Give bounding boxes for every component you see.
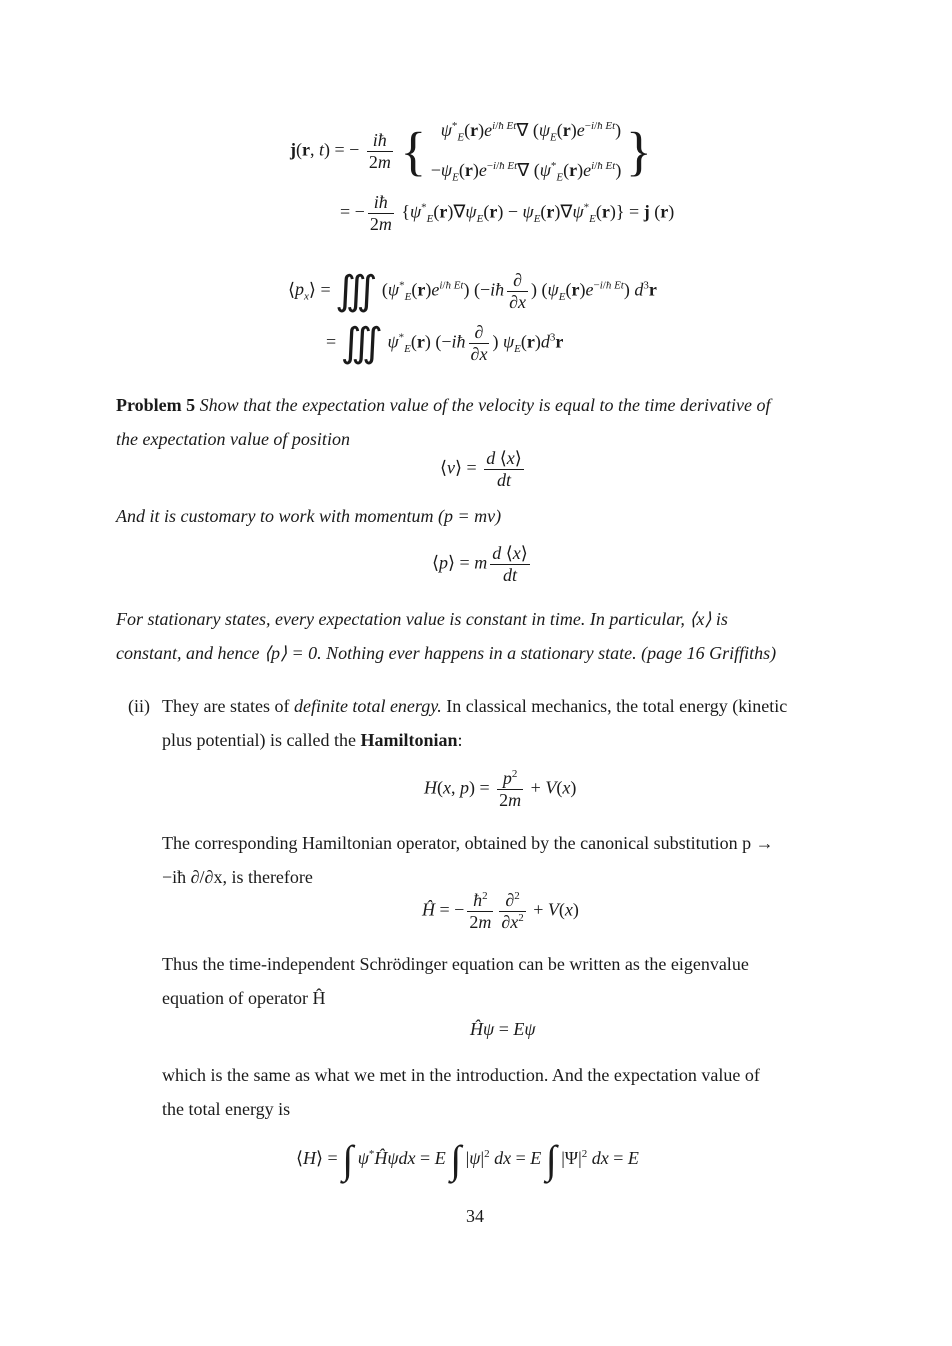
equation-momentum-expectation: $⟨p_x⟩$ = ∭ $(\psi^*_E(r)e^{i/ħ Et})$ (−iħ $\frac{\partial}{\partial x}$ ) $(\psi_E(r)e^{-i/ħ Et})$ $d^3r$: [288, 268, 657, 314]
schrodinger-paragraph: [162, 947, 861, 1015]
problem-text-line2: the expectation value of position: [116, 429, 350, 449]
hamiltonian-operator-line2: −iħ ∂/∂x, is therefore: [162, 867, 313, 887]
total-energy-paragraph: [162, 1058, 861, 1126]
equation-velocity-expectation: ⟨v⟩ = $\frac{d ⟨x⟩}{dt}$: [440, 448, 522, 490]
equation-classical-hamiltonian: H(x, p) = $\frac{p^2}{2m}$ + V(x): [424, 768, 577, 810]
equation-energy-expectation: ⟨H⟩ = ∫ ψ*Ĥψdx = E ∫ $|\psi|^2$ dx = E ∫ $|\Psi|^2$ dx = E: [296, 1137, 639, 1182]
stationary-line1: For stationary states, every expectation value is constant in time. In particular, ⟨x⟩ is: [116, 609, 728, 629]
momentum-intro: [116, 499, 861, 533]
stationary-line2: constant, and hence ⟨p⟩ = 0. Nothing ever happens in a stationary state. (page 16 Griffiths): [116, 643, 777, 663]
item-ii-text-b: In classical mechanics, the total energy (kinetic: [441, 696, 788, 716]
hamiltonian-operator-line1: The corresponding Hamiltonian operator, obtained by the canonical substitution p →: [162, 833, 774, 853]
equation-momentum-expectation-simplified: = ∭ $\psi^*_E(r)$ (−iħ $\frac{\partial}{\partial x}$ ) $\psi_E(r)d^3r$: [326, 320, 564, 366]
hamiltonian-term: Hamiltonian: [360, 730, 458, 750]
equation-current-density: j(r, t) = − $\frac{iħ}{2m}$ { $\psi^*_E(r)e^{i/ħ Et}\nabla$ $(\psi_E(r)e^{-i/ħ Et})$ $-\psi_E(r)e^{-i/ħ Et}\nabla$ $(\psi^*_E(r)e^{i/ħ Et})$ }: [290, 120, 652, 184]
total-energy-line2: the total energy is: [162, 1099, 291, 1119]
total-energy-line1: which is the same as what we met in the introduction. And the expectation value of: [162, 1065, 760, 1085]
item-ii-emphasis: definite total energy.: [293, 696, 442, 716]
hamiltonian-operator-paragraph: [162, 826, 861, 894]
item-ii-label: (ii): [128, 696, 150, 716]
equation-eigenvalue: Ĥψ = Eψ: [470, 1019, 536, 1039]
problem-title: Problem 5: [116, 395, 196, 415]
item-ii-text-a: They are states of: [162, 696, 294, 716]
schrodinger-line1: Thus the time-independent Schrödinger equation can be written as the eigenvalue: [162, 954, 749, 974]
equation-hamiltonian-operator: Ĥ = − $\frac{ħ^2}{2m}$ $\frac{\partial^2}{\partial x^2}$ + V(x): [422, 890, 579, 932]
stationary-states-paragraph: [116, 602, 861, 670]
item-ii-colon: :: [457, 730, 463, 750]
item-ii-text-c: plus potential) is called the: [162, 730, 361, 750]
problem-5-statement: [116, 388, 861, 456]
equation-momentum-m-dxdt: ⟨p⟩ = m $\frac{d ⟨x⟩}{dt}$: [432, 543, 528, 585]
problem-text-line1: Show that the expectation value of the velocity is equal to the time derivative of: [199, 395, 771, 415]
momentum-text: And it is customary to work with momentum (p = mv): [116, 506, 502, 526]
schrodinger-line2: equation of operator Ĥ: [162, 988, 326, 1008]
item-ii-paragraph: [162, 689, 861, 757]
equation-current-density-simplified: = − $\frac{iħ}{2m}$ $\{\psi^*_E(r)\nabla\psi_E(r) - \psi_E(r)\nabla\psi^*_E(r)\} = j$ (r): [340, 192, 675, 234]
page-number: 34: [466, 1206, 484, 1226]
